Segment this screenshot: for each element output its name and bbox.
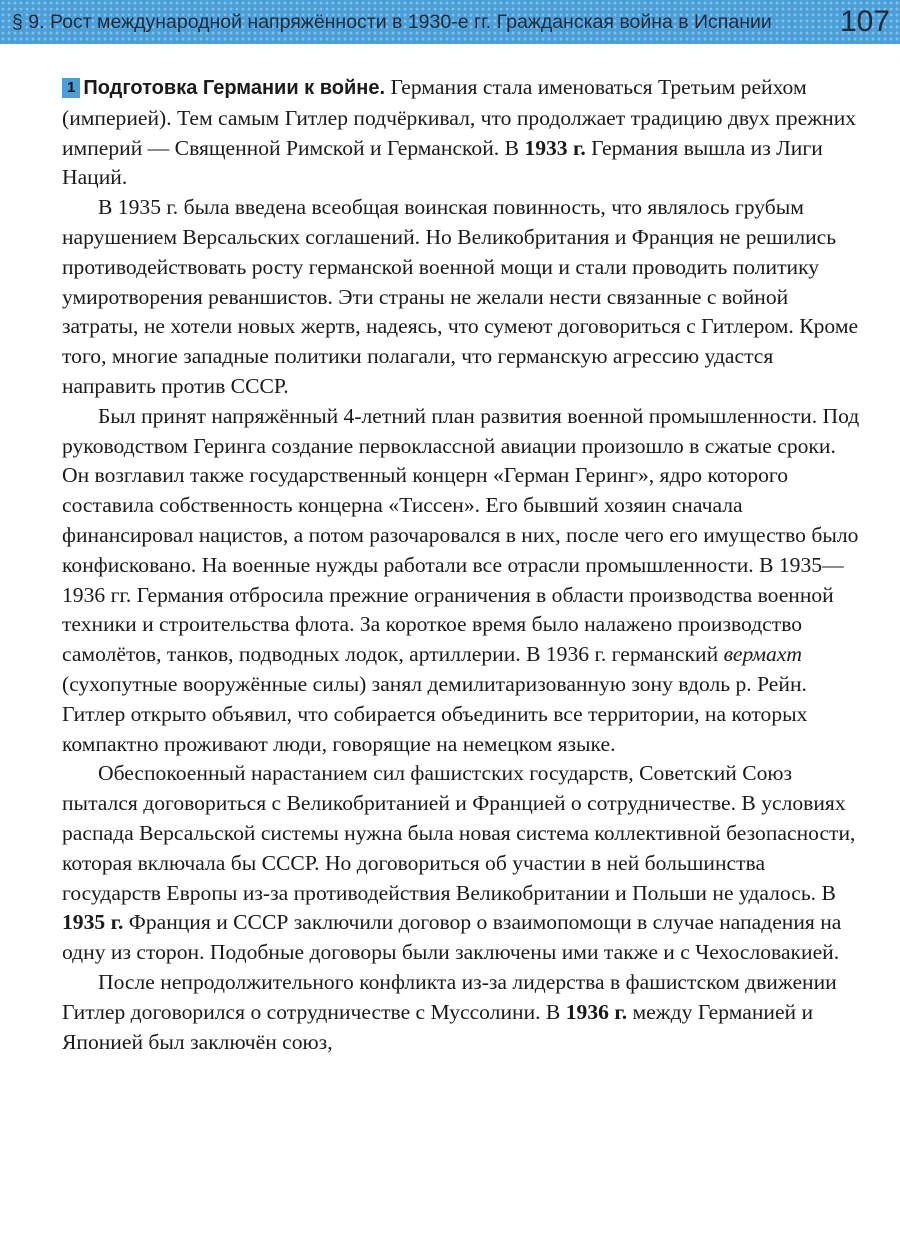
bold-year: 1935 г.: [62, 910, 124, 935]
paragraph-text: Германия стала именоваться Третьим рейхом (империей). Тем самым Гитлер подчёркивал, что продолжает традицию двух прежних империй — Священной Римской и Германской. В: [62, 75, 857, 160]
italic-term: вермахт: [723, 642, 802, 667]
section-heading: Подготовка Германии к войне.: [83, 77, 386, 99]
chapter-title: § 9. Рост международной напряжённости в 1930-е гг. Гражданская война в Испании: [12, 10, 772, 33]
paragraph-1: [62, 73, 866, 193]
paragraph-text: После непродолжительного конфликта из-за лидерства в фашистском движении Гитлер договорился о сотрудничестве с Муссолини. В: [62, 969, 837, 1024]
paragraph-text: Был принят напряжённый 4-летний план развития военной промышленности. Под руководством Геринга создание первоклассной авиации произошло в сжатые сроки. Он возглавил также государственный концерн «Герман Геринг», ядро которого составила собственность концерна «Тиссен». Его бывший хозяин сначала финансировал нацистов, а потом разочаровался в них, после чего его имущество было конфисковано. На военные нужды работали все отрасли промышленности. В 1935—1936 гг. Германия отбросила прежние ограничения в области производства военной техники и строительства флота. За короткое время было налажено производство самолётов, танков, подводных лодок, артиллерии. В 1936 г. германский: [62, 403, 860, 667]
paragraph-text: (сухопутные вооружённые силы) занял демилитаризованную зону вдоль р. Рейн. Гитлер открыто объявил, что собирается объединить все территории, на которых компактно проживают люди, говорящие на немецком языке.: [62, 671, 808, 756]
bold-year: 1936 г.: [565, 999, 628, 1024]
page-header: [0, 0, 900, 44]
page-number: 107: [839, 5, 890, 38]
bold-year: 1933 г.: [524, 135, 586, 160]
paragraph-text: Германия вышла из Лиги Наций.: [62, 135, 823, 190]
body-text: [62, 73, 866, 1057]
paragraph-2: В 1935 г. была введена всеобщая воинская повинность, что являлось грубым нарушением Версальских соглашений. Но Великобритания и Франция не решились противодействовать росту германской военной мощи и стали проводить политику умиротворения реваншистов. Эти страны не желали нести связанные с войной затраты, не хотели новых жертв, надеясь, что сумеют договориться с Гитлером. Кроме того, многие западные политики полагали, что германскую агрессию удастся направить против СССР.: [62, 195, 859, 398]
paragraph-4: [62, 759, 866, 968]
section-number-badge: 1: [62, 78, 80, 98]
paragraph-text: между Германией и Японией был заключён союз,: [62, 999, 814, 1054]
paragraph-text: Обеспокоенный нарастанием сил фашистских государств, Советский Союз пытался договориться с Великобританией и Францией о сотрудничестве. В условиях распада Версальской системы нужна была новая система коллективной безопасности, которая включала бы СССР. Но договориться об участии в ней большинства государств Европы из-за противодействия Великобритании и Польши не удалось. В: [62, 761, 856, 905]
paragraph-5: [62, 968, 866, 1057]
paragraph-3: [62, 402, 866, 760]
paragraph-text: Франция и СССР заключили договор о взаимопомощи в случае нападения на одну из сторон. Подобные договоры были заключены ими также и с Чехословакией.: [62, 910, 842, 965]
